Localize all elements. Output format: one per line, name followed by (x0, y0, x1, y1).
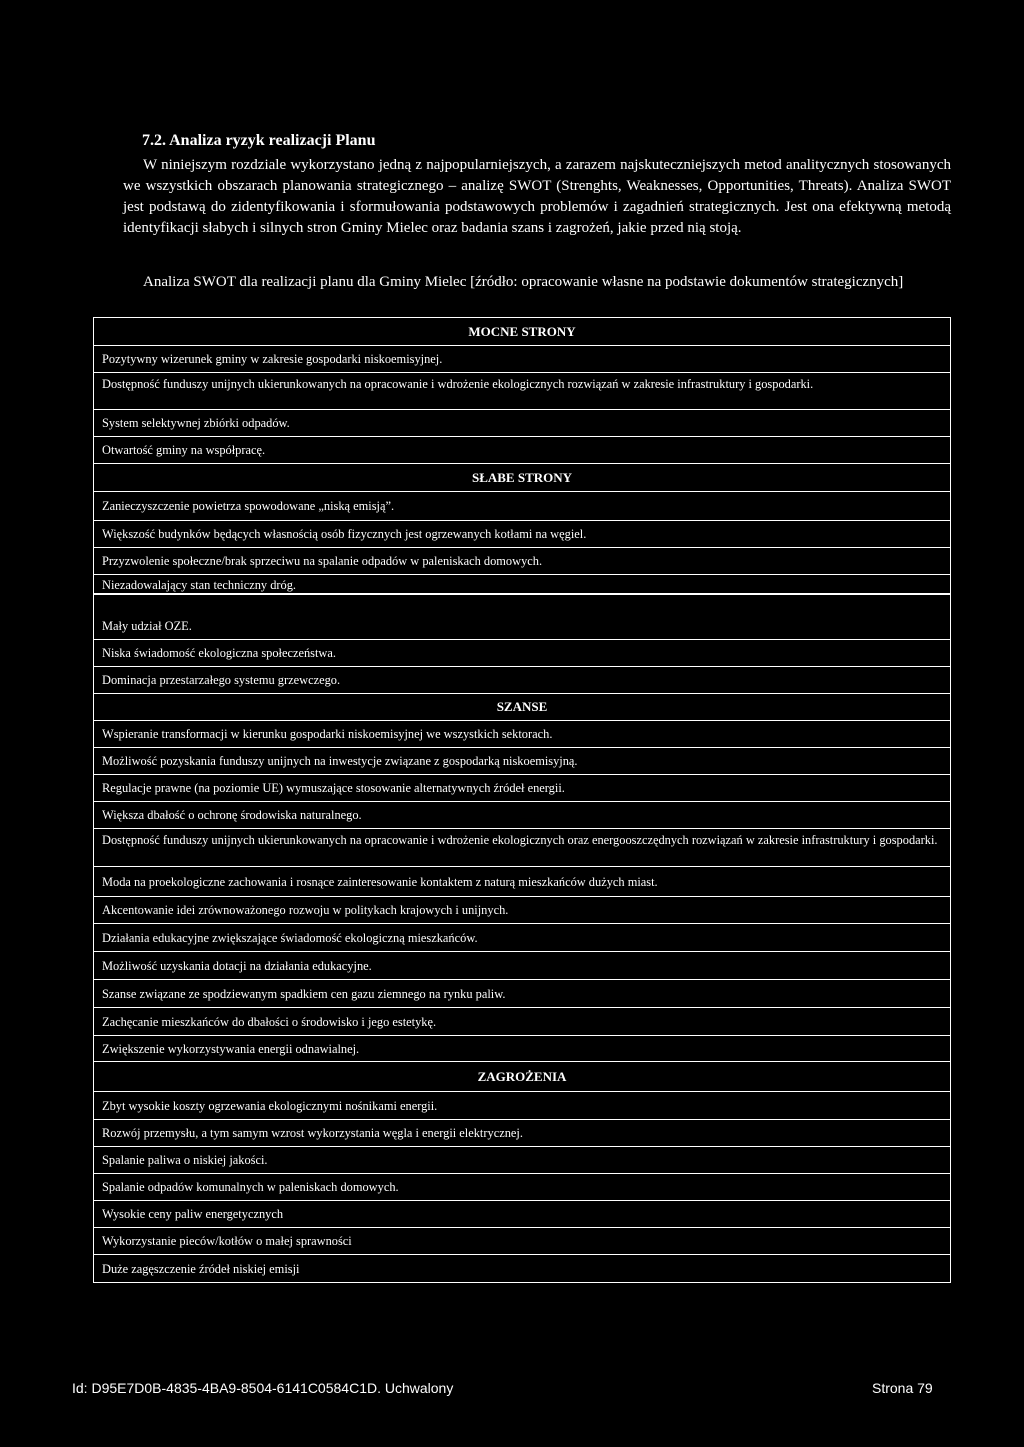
weakness-item: Zanieczyszczenie powietrza spowodowane „niską emisją”. (94, 492, 950, 521)
opportunity-item: Zachęcanie mieszkańców do dbałości o środowisko i jego estetykę. (94, 1008, 950, 1036)
threat-item: Duże zagęszczenie źródeł niskiej emisji (102, 1262, 300, 1276)
threat-item: Wysokie ceny paliw energetycznych (94, 1201, 950, 1228)
swot-table-continued (93, 594, 951, 1283)
document-id: Id: D95E7D0B-4835-4BA9-8504-6141C0584C1D. Uchwalony (72, 1380, 454, 1396)
opportunity-item: Moda na proekologiczne zachowania i rosnące zainteresowanie kontaktem z naturą mieszkańców dużych miast. (94, 867, 950, 897)
threat-item: Zbyt wysokie koszty ogrzewania ekologicznymi nośnikami energii. (94, 1092, 950, 1120)
weaknesses-header: SŁABE STRONY (94, 464, 950, 492)
intro-paragraph: W niniejszym rozdziale wykorzystano jedną z najpopularniejszych, a zarazem najskuteczniejszych metod analitycznych stosowanych we wszystkich obszarach planowania strategicznego – analizę SWOT (Strenghts, Weaknesses, Opportunities, Threats). Analiza SWOT jest podstawą do zidentyfikowania i sformułowania podstawowych problemów i zagadnień strategicznych. Jest ona efektywną metodą identyfikacji słabych i silnych stron Gminy Mielec oraz badania szans i zagrożeń, jakie przed nią stoją. (123, 157, 951, 236)
opportunity-item: Akcentowanie idei zrównoważonego rozwoju w politykach krajowych i unijnych. (94, 897, 950, 924)
weakness-item: Niezadowalający stan techniczny dróg. (102, 577, 297, 592)
weakness-item: Mały udział OZE. (94, 612, 950, 640)
page-number: Strona 79 (872, 1380, 933, 1396)
threat-item: Wykorzystanie pieców/kotłów o małej sprawności (94, 1228, 950, 1255)
weakness-item: Przyzwolenie społeczne/brak sprzeciwu na spalanie odpadów w paleniskach domowych. (94, 548, 950, 575)
strength-item: Dostępność funduszy unijnych ukierunkowanych na opracowanie i wdrożenie ekologicznych rozwiązań w zakresie infrastruktury i gospodarki. (94, 373, 950, 410)
opportunity-item: Działania edukacyjne zwiększające świadomość ekologiczną mieszkańców. (94, 924, 950, 952)
threat-item: Spalanie odpadów komunalnych w paleniskach domowych. (94, 1174, 950, 1201)
opportunity-item: Wspieranie transformacji w kierunku gospodarki niskoemisyjnej we wszystkich sektorach. (94, 721, 950, 748)
strength-item: Otwartość gminy na współpracę. (94, 437, 950, 464)
opportunity-item: Większa dbałość o ochronę środowiska naturalnego. (94, 802, 950, 829)
strength-item: System selektywnej zbiórki odpadów. (94, 410, 950, 437)
weakness-item: Dominacja przestarzałego systemu grzewczego. (94, 667, 950, 694)
weakness-item: Niska świadomość ekologiczna społeczeństwa. (94, 640, 950, 667)
table-caption: Analiza SWOT dla realizacji planu dla Gminy Mielec [źródło: opracowanie własne na podstawie dokumentów strategicznych] (143, 274, 904, 290)
strength-item: Pozytywny wizerunek gminy w zakresie gospodarki niskoemisyjnej. (94, 346, 950, 373)
opportunity-item: Możliwość uzyskania dotacji na działania edukacyjne. (94, 952, 950, 980)
swot-table (93, 317, 951, 594)
threats-header: ZAGROŻENIA (94, 1062, 950, 1092)
opportunity-item: Możliwość pozyskania funduszy unijnych na inwestycje związane z gospodarką niskoemisyjną. (94, 748, 950, 775)
strengths-header: MOCNE STRONY (94, 318, 950, 346)
opportunity-item: Dostępność funduszy unijnych ukierunkowanych na opracowanie i wdrożenie ekologicznych oraz energooszczędnych rozwiązań w zakresie infrastruktury i gospodarki. (94, 829, 950, 867)
opportunity-item: Regulacje prawne (na poziomie UE) wymuszające stosowanie alternatywnych źródeł energii. (94, 775, 950, 802)
opportunity-item: Zwiększenie wykorzystywania energii odnawialnej. (94, 1036, 950, 1062)
threat-item: Rozwój przemysłu, a tym samym wzrost wykorzystania węgla i energii elektrycznej. (94, 1120, 950, 1147)
weakness-item: Większość budynków będących własnością osób fizycznych jest ogrzewanych kotłami na węgiel. (94, 521, 950, 548)
section-title: 7.2. Analiza ryzyk realizacji Planu (142, 132, 376, 149)
opportunity-item: Szanse związane ze spodziewanym spadkiem cen gazu ziemnego na rynku paliw. (94, 980, 950, 1008)
threat-item: Spalanie paliwa o niskiej jakości. (94, 1147, 950, 1174)
opportunities-header: SZANSE (94, 694, 950, 721)
